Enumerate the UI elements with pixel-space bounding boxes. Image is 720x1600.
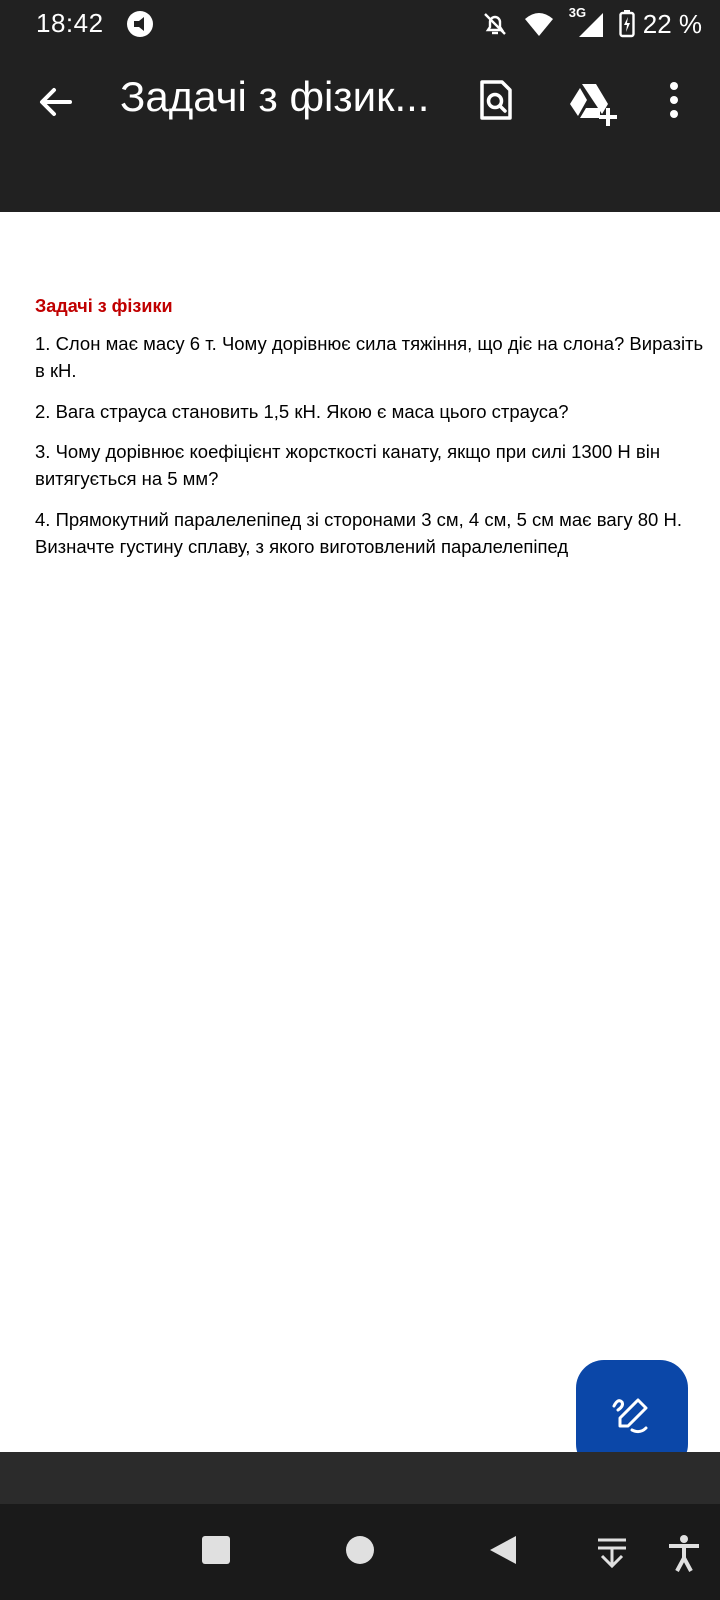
document-title: Задачі з фізик... (120, 73, 430, 120)
hide-nav-icon[interactable] (594, 1534, 630, 1575)
document-page (0, 212, 720, 1452)
status-icons (481, 5, 702, 40)
add-to-drive-icon[interactable] (566, 76, 618, 128)
battery-percent: 22 % (642, 8, 702, 39)
network-type-label: 3G (568, 5, 587, 20)
more-vert-icon[interactable] (660, 76, 688, 124)
wifi-icon (523, 10, 555, 38)
problem-paragraph: 1. Слон має масу 6 т. Чому дорівнює сила тяжіння, що діє на слона? Виразіть в кН. (35, 333, 704, 381)
back-triangle-icon[interactable] (486, 1534, 518, 1571)
accessibility-icon[interactable] (666, 1534, 702, 1577)
status-time: 18:42 (36, 8, 104, 38)
back-arrow-icon[interactable] (32, 78, 80, 126)
edit-pen-icon (608, 1390, 656, 1443)
signal-icon (568, 5, 605, 39)
problem-paragraph: 3. Чому дорівнює коефіцієнт жорсткості канату, якщо при силі 1300 Н він витягується на 5 мм? (35, 441, 661, 489)
document-heading: Задачі з фізики (35, 296, 173, 316)
battery-icon (619, 10, 635, 38)
alarm-off-icon (481, 10, 509, 38)
recents-square-icon[interactable] (200, 1534, 232, 1571)
find-in-document-icon[interactable] (472, 76, 520, 124)
problem-paragraph: 2. Вага страуса становить 1,5 кН. Якою є маса цього страуса? (35, 401, 569, 422)
app-bar (0, 48, 720, 212)
status-bar (0, 0, 720, 48)
home-circle-icon[interactable] (344, 1534, 376, 1571)
notification-icon (126, 10, 154, 38)
system-nav-bar (0, 1504, 720, 1600)
problem-paragraph: 4. Прямокутний паралелепіпед зі сторонами 3 см, 4 см, 5 см має вагу 80 Н. Визначте густину сплаву, з якого виготовлений паралелепіпед (35, 509, 682, 557)
bottom-strip (0, 1452, 720, 1504)
